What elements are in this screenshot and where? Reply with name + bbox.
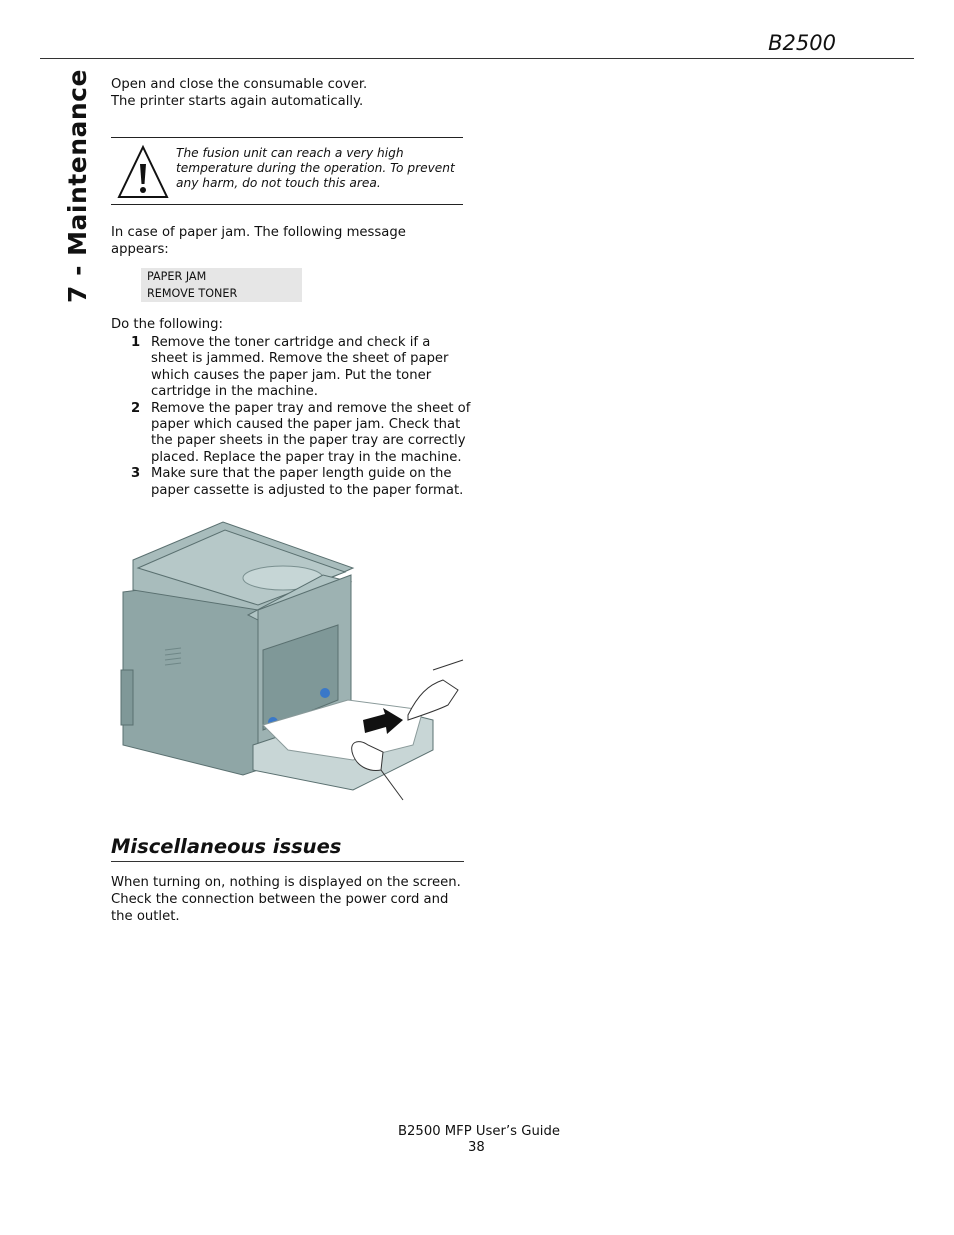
paper-jam-intro: In case of paper jam. The following message appears: — [111, 225, 406, 257]
list-item — [131, 401, 471, 467]
document-title: B2500 — [768, 31, 836, 55]
chapter-side-title: 7 - Maintenance — [63, 69, 92, 303]
steps-list — [131, 335, 471, 499]
misc-paragraph — [111, 874, 466, 925]
warning-text: The fusion unit can reach a very high temperature during the operation. To prevent any harm, do not touch this area. — [176, 146, 455, 190]
list-item — [131, 466, 471, 499]
do-following-label: Do the following: — [111, 317, 223, 332]
footer-page-number: 38 — [468, 1140, 485, 1155]
intro-line-1: Open and close the consumable cover. — [111, 77, 368, 92]
exclamation-triangle-icon — [117, 144, 169, 200]
step-text: Remove the toner cartridge and check if a sheet is jammed. Remove the sheet of paper which causes the paper jam. Put the toner cartridge in the machine. — [151, 335, 449, 400]
step-text: Make sure that the paper length guide on the paper cassette is adjusted to the paper format. — [151, 466, 464, 498]
section-title-misc: Miscellaneous issues — [111, 835, 342, 858]
step-number: 2 — [131, 400, 141, 416]
list-item — [131, 335, 471, 401]
misc-para-2: Check the connection between the power cord and the outlet. — [111, 892, 449, 924]
header-divider — [40, 58, 914, 59]
step-number: 1 — [131, 335, 141, 350]
intro-line-2: The printer starts again automatically. — [111, 94, 364, 109]
step-text: Remove the paper tray and remove the sheet of paper which caused the paper jam. Check that the paper sheets in the paper tray are correctly placed. Replace the paper tray in the machine. — [151, 400, 471, 465]
warning-box — [111, 137, 463, 205]
intro-paragraph — [111, 76, 466, 110]
display-line-2: REMOVE TONER — [147, 287, 238, 300]
misc-para-1: When turning on, nothing is displayed on the screen. — [111, 875, 461, 890]
printer-paper-jam-illustration — [113, 520, 465, 802]
display-message-box — [141, 268, 302, 302]
section-divider — [111, 861, 464, 862]
display-line-1: PAPER JAM — [147, 270, 207, 283]
step-number: 3 — [131, 466, 141, 482]
footer-guide-name: B2500 MFP User’s Guide — [398, 1124, 560, 1139]
